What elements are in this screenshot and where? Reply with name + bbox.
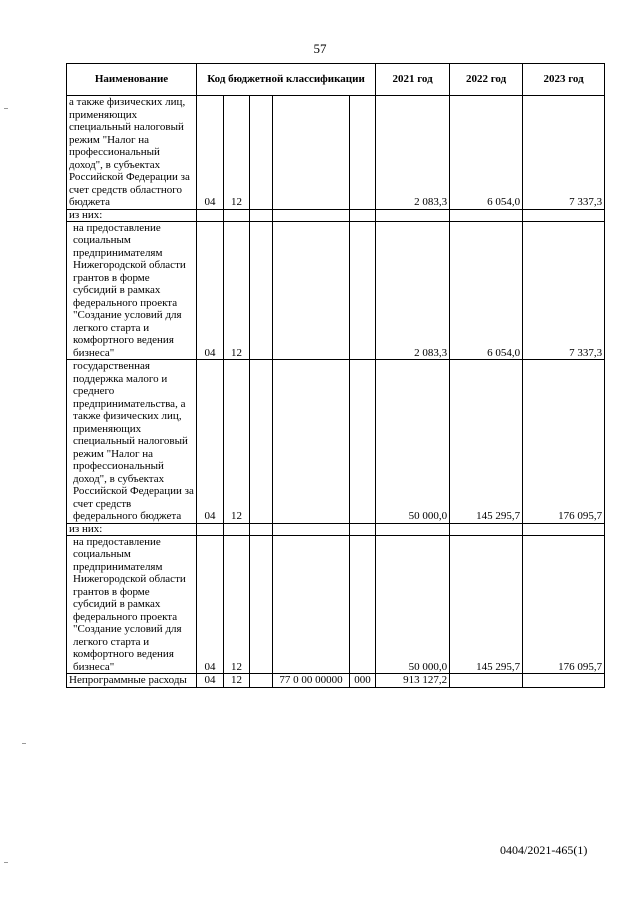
- row-subsec: 12: [224, 221, 250, 360]
- budget-table: [66, 63, 605, 688]
- table-row: [67, 523, 605, 535]
- row-sec: [197, 209, 224, 221]
- row-vr: 000: [350, 674, 376, 688]
- table-row: [67, 96, 605, 210]
- row-2023: 176 095,7: [523, 535, 605, 674]
- header-code: Код бюджетной классификации: [197, 64, 376, 96]
- table-row: [67, 535, 605, 674]
- row-name: из них:: [67, 209, 197, 221]
- row-vr: [350, 221, 376, 360]
- row-vr: [350, 535, 376, 674]
- row-2022: 6 054,0: [450, 221, 523, 360]
- row-subsec: [224, 523, 250, 535]
- row-2022: 145 295,7: [450, 535, 523, 674]
- row-2021: 50 000,0: [376, 360, 450, 524]
- row-name: из них:: [67, 523, 197, 535]
- row-2022: 145 295,7: [450, 360, 523, 524]
- row-vr: [350, 96, 376, 210]
- document-code: 0404/2021-465(1): [500, 843, 588, 857]
- row-empty: [250, 360, 273, 524]
- page-number: 57: [313, 41, 327, 56]
- row-target: [273, 209, 350, 221]
- row-target: [273, 523, 350, 535]
- row-empty: [250, 221, 273, 360]
- row-sec: 04: [197, 360, 224, 524]
- scan-edge-mark: [4, 108, 8, 109]
- row-2022: [450, 674, 523, 688]
- row-subsec: [224, 209, 250, 221]
- row-2023: 7 337,3: [523, 96, 605, 210]
- row-target: [273, 96, 350, 210]
- row-subsec: 12: [224, 360, 250, 524]
- row-2021: 2 083,3: [376, 221, 450, 360]
- row-2023: [523, 674, 605, 688]
- row-vr: [350, 523, 376, 535]
- scan-edge-mark: [4, 862, 8, 863]
- header-2022: 2022 год: [450, 64, 523, 96]
- row-target: [273, 360, 350, 524]
- row-sec: 04: [197, 221, 224, 360]
- row-2022: [450, 523, 523, 535]
- row-2021: [376, 523, 450, 535]
- row-subsec: 12: [224, 674, 250, 688]
- row-target: [273, 221, 350, 360]
- row-name: а также физических лиц, применяющих специальный налоговый режим "Налог на профессиональный доход", в субъектах Российской Федерации за счет средств областного бюджета: [67, 96, 197, 210]
- row-2022: 6 054,0: [450, 96, 523, 210]
- row-target: [273, 535, 350, 674]
- row-empty: [250, 96, 273, 210]
- row-2021: 50 000,0: [376, 535, 450, 674]
- table-row: [67, 674, 605, 688]
- row-2023: [523, 523, 605, 535]
- row-empty: [250, 674, 273, 688]
- row-sec: 04: [197, 96, 224, 210]
- row-2021: [376, 209, 450, 221]
- row-2021: 2 083,3: [376, 96, 450, 210]
- row-empty: [250, 209, 273, 221]
- table-row: [67, 360, 605, 524]
- table-header-row: [67, 64, 605, 96]
- row-empty: [250, 535, 273, 674]
- row-vr: [350, 360, 376, 524]
- scan-edge-mark: [22, 743, 26, 744]
- row-vr: [350, 209, 376, 221]
- row-sec: 04: [197, 535, 224, 674]
- row-name: на предоставление социальным предпринимателям Нижегородской области грантов в форме субсидий в рамках федерального проекта "Создание условий для легкого старта и комфортного ведения бизнеса": [67, 221, 197, 360]
- row-2021: 913 127,2: [376, 674, 450, 688]
- table-row: [67, 221, 605, 360]
- row-name: государственная поддержка малого и среднего предпринимательства, а также физических лиц, применяющих специальный налоговый режим "Налог на профессиональный доход", в субъектах Российской Федерации за счет средств федерального бюджета: [67, 360, 197, 524]
- row-subsec: 12: [224, 96, 250, 210]
- row-2022: [450, 209, 523, 221]
- row-empty: [250, 523, 273, 535]
- row-sec: 04: [197, 674, 224, 688]
- row-2023: 176 095,7: [523, 360, 605, 524]
- row-2023: 7 337,3: [523, 221, 605, 360]
- header-2023: 2023 год: [523, 64, 605, 96]
- header-2021: 2021 год: [376, 64, 450, 96]
- row-2023: [523, 209, 605, 221]
- header-name: Наименование: [67, 64, 197, 96]
- table-row: [67, 209, 605, 221]
- row-subsec: 12: [224, 535, 250, 674]
- row-sec: [197, 523, 224, 535]
- row-name: Непрограммные расходы: [67, 674, 197, 688]
- row-target: 77 0 00 00000: [273, 674, 350, 688]
- row-name: на предоставление социальным предпринимателям Нижегородской области грантов в форме субсидий в рамках федерального проекта "Создание условий для легкого старта и комфортного ведения бизнеса": [67, 535, 197, 674]
